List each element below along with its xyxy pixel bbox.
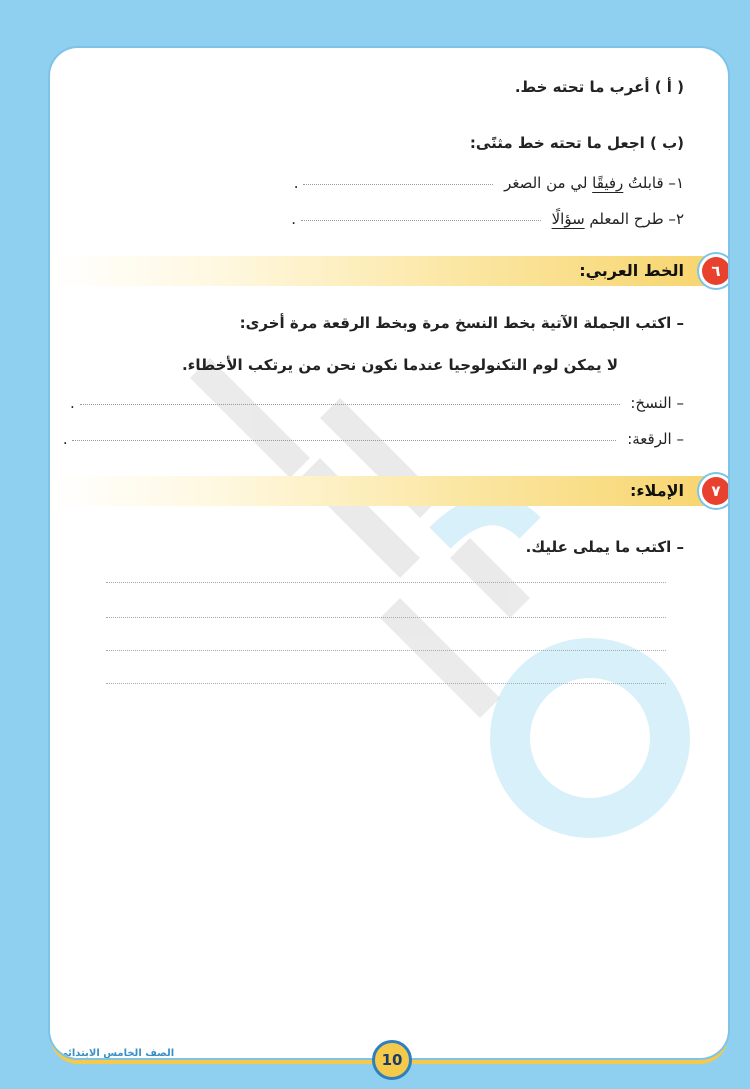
dictation-line-2[interactable] bbox=[106, 616, 666, 618]
section-6-badge: ٦ bbox=[702, 257, 728, 285]
naskh-answer-line[interactable] bbox=[80, 403, 620, 405]
section-7-header bbox=[50, 476, 728, 506]
answer-line-2[interactable] bbox=[301, 219, 541, 221]
dictation-line-3[interactable] bbox=[106, 649, 666, 651]
item-2-underlined-word: سؤالًا bbox=[551, 210, 585, 228]
dictation-line-1[interactable] bbox=[106, 581, 666, 583]
section-6-title: الخط العربي: bbox=[579, 261, 684, 280]
section-6-header bbox=[50, 256, 728, 286]
part-a-question: ( أ ) أعرب ما تحته خط. bbox=[514, 78, 684, 96]
item-1-suffix: لي من الصغر bbox=[504, 174, 593, 192]
grade-label: الصف الخامس الابتدائي bbox=[58, 1048, 175, 1058]
part-b-item-2: ٢– طرح المعلم سؤالًا . bbox=[291, 210, 684, 228]
dictation-line-4[interactable] bbox=[106, 682, 666, 684]
item-1-prefix: ١– قابلتُ bbox=[623, 174, 684, 192]
part-b-heading: (ب ) اجعل ما تحته خط مثنًى: bbox=[469, 134, 684, 152]
watermark-logo bbox=[170, 338, 690, 858]
ruqaa-label: – الرقعة: bbox=[627, 430, 684, 448]
worksheet-page bbox=[50, 48, 728, 1058]
part-b-item-1: ١– قابلتُ رفيقًا لي من الصغر . bbox=[293, 174, 684, 192]
section-6-instruction: – اكتب الجملة الآتية بخط النسخ مرة وبخط الرقعة مرة أخرى: bbox=[239, 314, 684, 332]
section-7-title: الإملاء: bbox=[629, 481, 684, 500]
section-7-badge: ٧ bbox=[702, 477, 728, 505]
ruqaa-answer-line[interactable] bbox=[72, 439, 616, 441]
page-number: 10 bbox=[372, 1040, 412, 1080]
naskh-label: – النسخ: bbox=[630, 394, 684, 412]
item-2-prefix: ٢– طرح المعلم bbox=[584, 210, 684, 228]
section-6-sentence: لا يمكن لوم التكنولوجيا عندما نكون نحن من يرتكب الأخطاء. bbox=[181, 356, 618, 374]
answer-line-1[interactable] bbox=[303, 183, 493, 185]
item-1-underlined-word: رفيقًا bbox=[592, 174, 624, 192]
section-7-instruction: – اكتب ما يملى عليك. bbox=[525, 538, 684, 556]
ruqaa-row: – الرقعة: . bbox=[62, 430, 684, 448]
naskh-row: – النسخ: . bbox=[70, 394, 684, 412]
